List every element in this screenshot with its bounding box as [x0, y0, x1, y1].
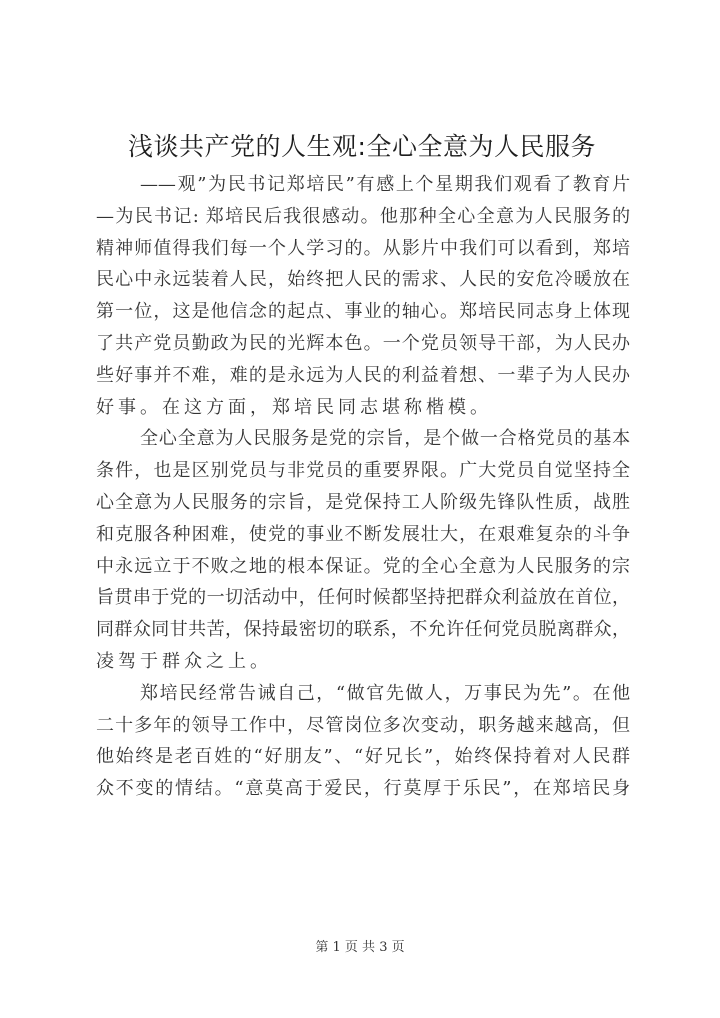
- text-line: 好事。在这方面，郑培民同志堪称楷模。: [96, 396, 492, 418]
- text-line: 全心全意为人民服务是党的宗旨，是个做一合格党员的基本: [140, 428, 630, 450]
- text-line: 些好事并不难，难的是永远为人民的利益着想、一辈子为人民办: [96, 364, 630, 386]
- text-line: 心全意为人民服务的宗旨，是党保持工人阶级先锋队性质，战胜: [96, 491, 630, 513]
- text-line: 了共产党员勤政为民的光辉本色。一个党员领导干部，为人民办: [96, 332, 630, 354]
- text-line: 条件，也是区别党员与非党员的重要界限。广大党员自觉坚持全: [96, 460, 630, 482]
- text-line: 精神师值得我们每一个人学习的。从影片中我们可以看到，郑培: [96, 237, 630, 259]
- document-title: 浅谈共产党的人生观:全心全意为人民服务: [128, 132, 596, 161]
- text-line: 众不变的情结。“意莫高于爱民，行莫厚于乐民”，在郑培民身: [96, 778, 630, 800]
- text-line: 二十多年的领导工作中，尽管岗位多次变动，职务越来越高，但: [96, 714, 630, 736]
- text-line: 同群众同甘共苦，保持最密切的联系，不允许任何党员脱离群众，: [96, 619, 630, 641]
- text-line: 凌驾于群众之上。: [96, 650, 272, 672]
- text-line: —为民书记: 郑培民后我很感动。他那种全心全意为人民服务的: [96, 205, 630, 227]
- text-line: 和克服各种困难，使党的事业不断发展壮大，在艰难复杂的斗争: [96, 523, 630, 545]
- text-line: 民心中永远装着人民，始终把人民的需求、人民的安危冷暖放在: [96, 269, 630, 291]
- text-line: 郑培民经常告诫自己，“做官先做人，万事民为先”。在他: [140, 682, 630, 704]
- text-line: 第一位，这是他信念的起点、事业的轴心。郑培民同志身上体现: [96, 301, 630, 323]
- text-line: 旨贯串于党的一切活动中，任何时候都坚持把群众利益放在首位，: [96, 587, 630, 609]
- text-line: 他始终是老百姓的“好朋友”、“好兄长”，始终保持着对人民群: [96, 746, 630, 768]
- document-body: [96, 169, 630, 805]
- text-line: 中永远立于不败之地的根本保证。党的全心全意为人民服务的宗: [96, 555, 630, 577]
- page-footer: 第 1 页 共 3 页: [315, 940, 405, 955]
- text-line: ——观”为民书记郑培民”有感上个星期我们观看了教育片: [140, 174, 630, 195]
